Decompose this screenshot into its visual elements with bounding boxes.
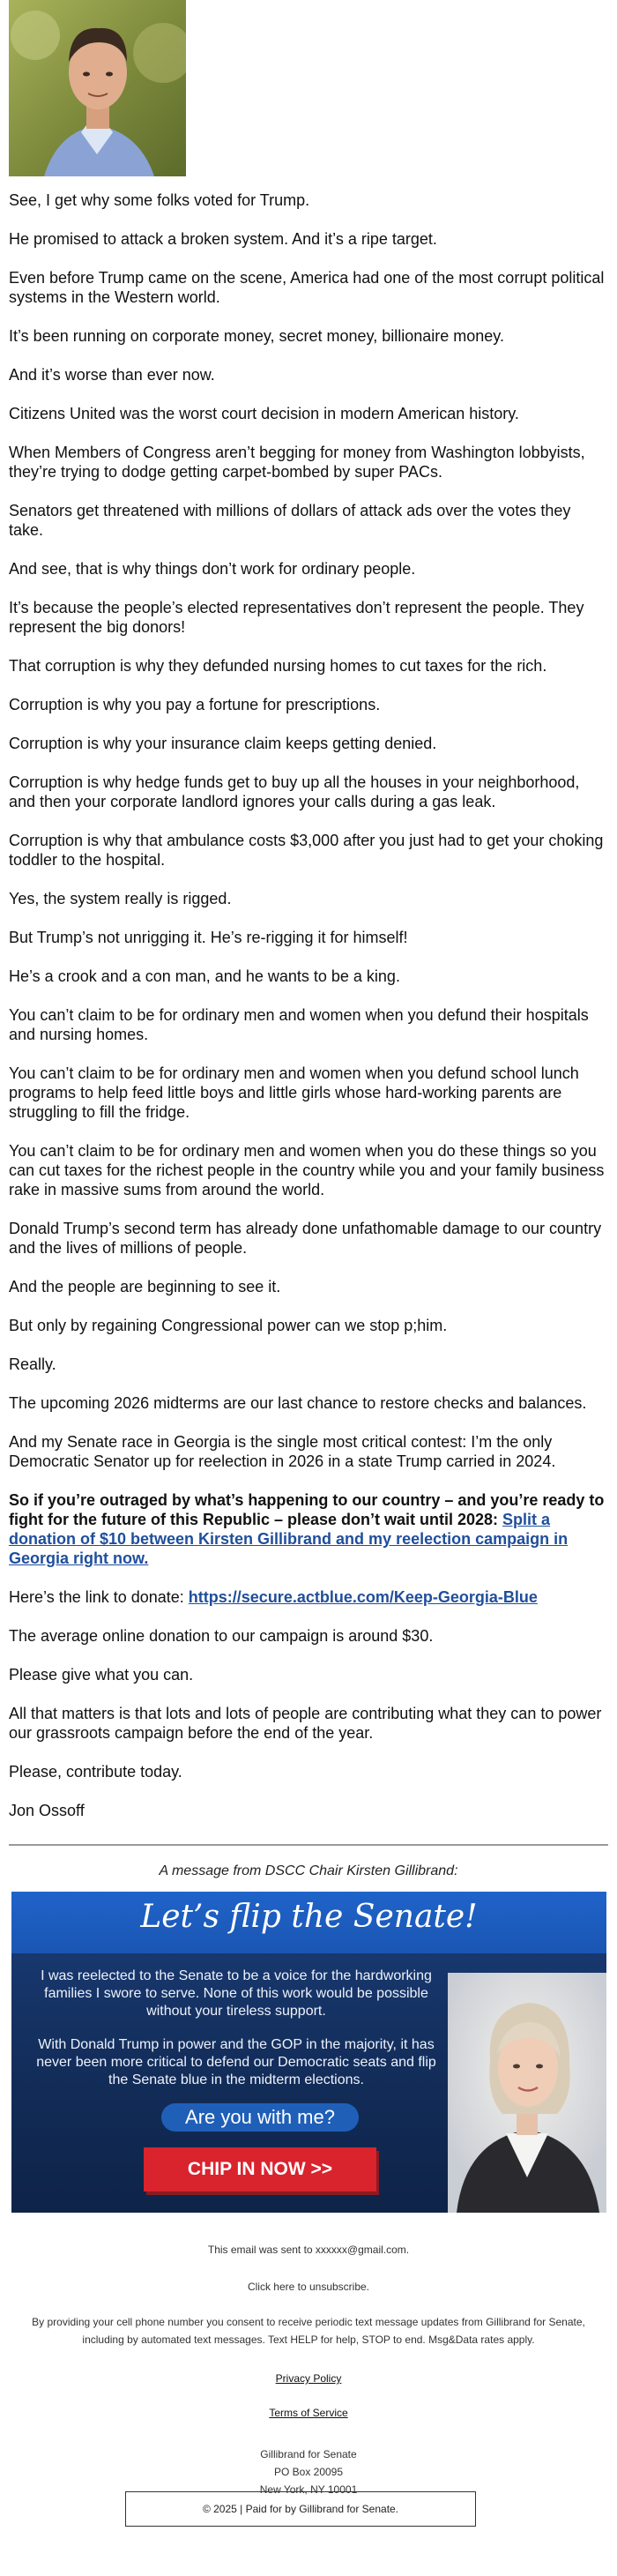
letter-paragraph: Donald Trump’s second term has already done unfathomable damage to our country and the lives of millions of people. <box>9 1220 602 1257</box>
letter-paragraph: Yes, the system really is rigged. <box>9 890 232 907</box>
unsubscribe-link[interactable]: Click here to unsubscribe. <box>247 2281 370 2293</box>
letter-paragraph: You can’t claim to be for ordinary men and women when you defund school lunch programs to help feed little boys and little girls whose hard-working parents are struggling to fill the fridge. <box>9 1064 579 1121</box>
banner-message <box>29 1967 443 2105</box>
paid-for-disclaimer: © 2025 | Paid for by Gillibrand for Senate. <box>125 2491 476 2527</box>
closing-paragraph: Please, contribute today. <box>9 1763 182 1781</box>
sms-disclaimer-line-2: including by automated text messages. Text HELP for help, STOP to end. Msg&Data rates apply. <box>82 2333 535 2346</box>
org-name: Gillibrand for Senate <box>260 2448 357 2460</box>
letter-paragraph: Corruption is why that ambulance costs $3,000 after you just had to get your choking toddler to the hospital. <box>9 832 604 869</box>
sent-to-notice: This email was sent to xxxxxx@gmail.com. <box>207 2244 410 2256</box>
closing-paragraph: Jon Ossoff <box>9 1802 85 1819</box>
letter-paragraph: He’s a crook and a con man, and he wants to be a king. <box>9 967 400 985</box>
letter-paragraph: But Trump’s not unrigging it. He’s re-rigging it for himself! <box>9 929 408 946</box>
paragraph-list <box>9 190 608 1471</box>
letter-paragraph: Even before Trump came on the scene, America had one of the most corrupt political systems in the Western world. <box>9 269 605 306</box>
closing-paragraph: The average online donation to our campaign is around $30. <box>9 1627 434 1645</box>
section-divider <box>9 1844 608 1846</box>
donate-link-label: Here’s the link to donate: <box>9 1588 189 1606</box>
actblue-donate-link[interactable]: https://secure.actblue.com/Keep-Georgia-Blue <box>188 1588 538 1606</box>
letter-paragraph: Corruption is why your insurance claim keeps getting denied. <box>9 735 437 752</box>
closing-paragraph: All that matters is that lots and lots of people are contributing what they can to power our grassroots campaign before the end of the year. <box>9 1705 602 1742</box>
letter-paragraph: He promised to attack a broken system. And it’s a ripe target. <box>9 230 437 248</box>
letter-paragraph: The upcoming 2026 midterms are our last chance to restore checks and balances. <box>9 1394 587 1412</box>
letter-paragraph: And the people are beginning to see it. <box>9 1278 281 1295</box>
terms-of-service-link[interactable]: Terms of Service <box>269 2407 348 2419</box>
letter-paragraph: But only by regaining Congressional power can we stop p;him. <box>9 1317 448 1334</box>
closing-paragraph: Please give what you can. <box>9 1666 194 1684</box>
closing-list <box>9 1626 608 1820</box>
privacy-policy-link[interactable]: Privacy Policy <box>275 2372 342 2385</box>
letter-paragraph: And see, that is why things don’t work for ordinary people. <box>9 560 416 578</box>
donation-ask <box>9 1490 608 1568</box>
letter-paragraph: See, I get why some folks voted for Trump. <box>9 191 310 209</box>
letter-paragraph: Really. <box>9 1355 56 1373</box>
dscc-message-label: A message from DSCC Chair Kirsten Gillibrand: <box>159 1863 458 1878</box>
candidate-photo <box>9 0 186 176</box>
letter-paragraph: And it’s worse than ever now. <box>9 366 215 384</box>
letter-paragraph: Corruption is why you pay a fortune for prescriptions. <box>9 696 381 713</box>
letter-paragraph: It’s because the people’s elected representatives don’t represent the people. They represent the big donors! <box>9 599 584 636</box>
city-address: New York, NY 10001 <box>259 2483 358 2496</box>
letter-paragraph: And my Senate race in Georgia is the single most critical contest: I’m the only Democratic Senator up for reelection in 2026 in a state Trump carried in 2024. <box>9 1433 556 1470</box>
sms-disclaimer-line-1: By providing your cell phone number you consent to receive periodic text message updates from Gillibrand for Senate, <box>32 2316 585 2328</box>
po-box: PO Box 20095 <box>273 2466 344 2478</box>
donation-ask-text: So if you’re outraged by what’s happening to our country – and you’re ready to fight for the future of this Republic – please don’t wait until 2028: <box>9 1491 605 1528</box>
banner-paragraph-2: With Donald Trump in power and the GOP in the majority, it has never been more critical to defend our Democratic seats and flip the Senate blue in the midterm elections. <box>36 2037 436 2087</box>
letter-paragraph: Citizens United was the worst court decision in modern American history. <box>9 405 519 422</box>
letter-paragraph: You can’t claim to be for ordinary men and women when you defund their hospitals and nursing homes. <box>9 1006 589 1043</box>
letter-paragraph: When Members of Congress aren’t begging for money from Washington lobbyists, they’re trying to dodge getting carpet-bombed by super PACs. <box>9 444 585 481</box>
chip-in-now-button[interactable]: CHIP IN NOW >> <box>144 2147 376 2191</box>
letter-paragraph: Corruption is why hedge funds get to buy up all the houses in your neighborhood, and then your corporate landlord ignores your calls during a gas leak. <box>9 773 580 810</box>
letter-body <box>9 190 608 1840</box>
letter-paragraph: That corruption is why they defunded nursing homes to cut taxes for the rich. <box>9 657 547 675</box>
letter-paragraph: You can’t claim to be for ordinary men and women when you do these things so you can cut taxes for the richest people in the country while you and your family business rake in massive sums from around the world. <box>9 1142 605 1198</box>
banner-paragraph-1: I was reelected to the Senate to be a voice for the hardworking families I swore to serve. None of this work would be possible without your tireless support. <box>41 1968 432 2019</box>
gillibrand-portrait <box>448 1973 606 2213</box>
letter-paragraph: It’s been running on corporate money, secret money, billionaire money. <box>9 327 504 345</box>
split-donation-link[interactable]: Split a donation of $10 between Kirsten Gillibrand and my reelection campaign in Georgia right now. <box>9 1511 569 1567</box>
banner-script-title: Let’s flip the Senate! <box>140 1899 478 1935</box>
letter-paragraph: Senators get threatened with millions of dollars of attack ads over the votes they take. <box>9 502 571 539</box>
are-you-with-me-badge: Are you with me? <box>161 2103 359 2132</box>
flip-the-senate-banner[interactable] <box>11 1892 606 2213</box>
donate-link-line <box>9 1587 608 1607</box>
